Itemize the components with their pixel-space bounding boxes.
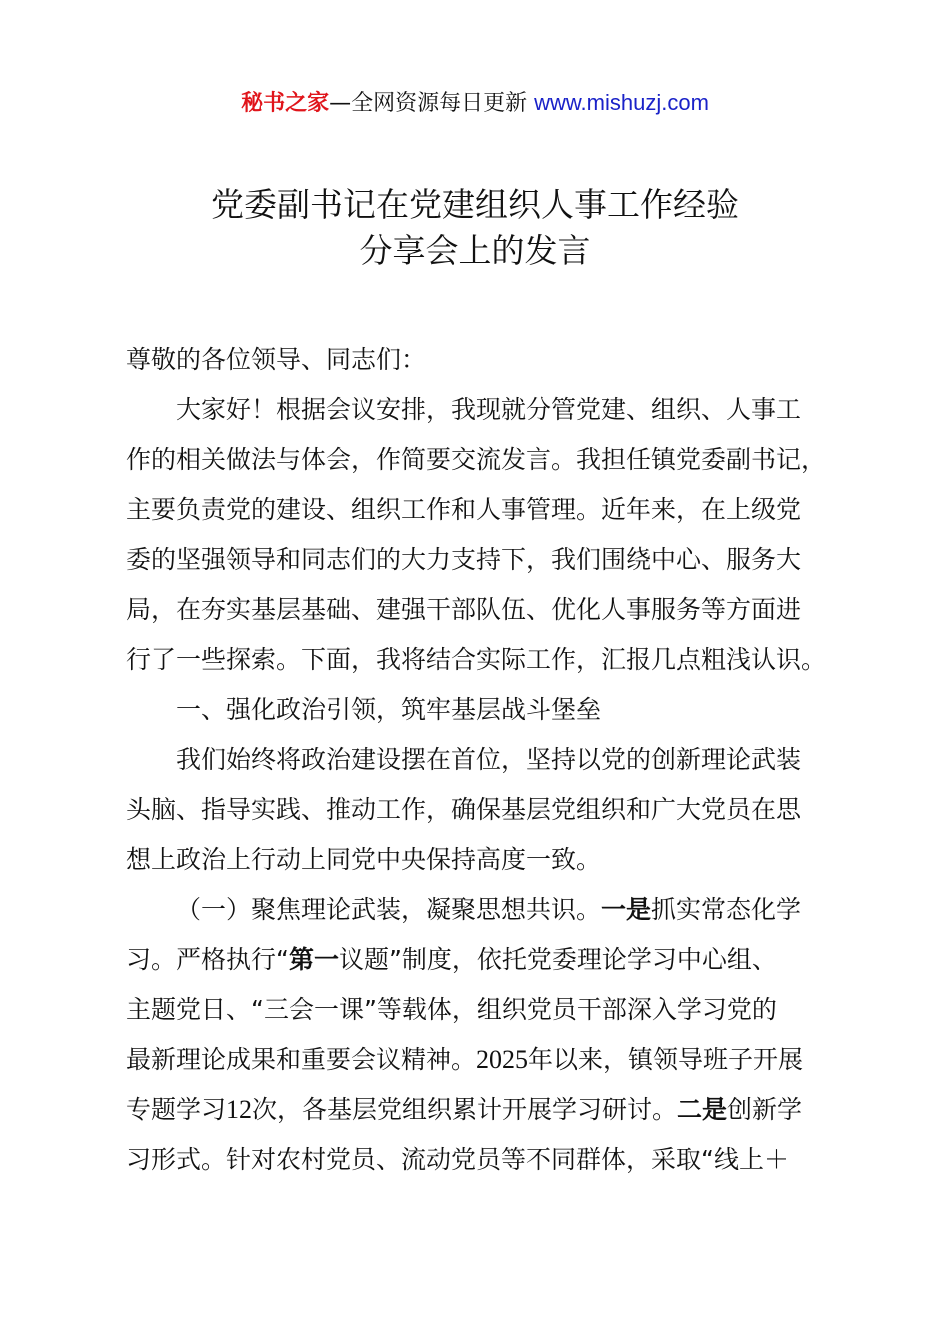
text-line — [126, 885, 836, 935]
bold-marker: 第一 — [288, 945, 339, 974]
text-line: 我们始终将政治建设摆在首位，坚持以党的创新理论武装 — [176, 745, 802, 774]
text-line: 头脑、指导实践、推动工作，确保基层党组织和广大党员在思 — [126, 795, 802, 824]
text-line: 局，在夯实基层基础、建强干部队伍、优化人事服务等方面进 — [126, 595, 802, 624]
text-line — [126, 935, 836, 985]
paragraph-political — [126, 735, 836, 885]
section-heading-1: 一、强化政治引领，筑牢基层战斗堡垒 — [176, 695, 602, 724]
site-brand: 秘书之家 — [241, 91, 330, 116]
title-line-1: 党委副书记在党建组织人事工作经验 — [211, 185, 739, 224]
text-span: 习。严格执行“ — [126, 945, 289, 974]
text-span: 次，各基层党组织累计开展学习研讨。 — [252, 1095, 678, 1124]
subheading-text: （一）聚焦理论武装，凝聚思想共识。 — [176, 895, 602, 924]
bold-marker: 一是 — [601, 895, 652, 924]
text-line: 想上政治上行动上同党中央保持高度一致。 — [126, 845, 602, 874]
text-line — [126, 1035, 836, 1085]
text-span: 专题学习 — [126, 1095, 227, 1124]
site-url-link[interactable]: www.mishuzj.com — [534, 90, 709, 115]
paragraph-theory — [126, 885, 836, 1185]
count-number: 12 — [226, 1095, 253, 1124]
title-line-2: 分享会上的发言 — [359, 231, 591, 270]
salutation: 尊敬的各位领导、同志们： — [126, 345, 427, 374]
bold-marker: 二是 — [677, 1095, 728, 1124]
text-span: 创新学 — [727, 1095, 803, 1124]
text-line: 作的相关做法与体会，作简要交流发言。我担任镇党委副书记， — [126, 445, 827, 474]
text-line: 大家好！根据会议安排，我现就分管党建、组织、人事工 — [176, 395, 802, 424]
text-line: 主要负责党的建设、组织工作和人事管理。近年来，在上级党 — [126, 495, 802, 524]
text-line: 主题党日、“三会一课”等载体，组织党员干部深入学习党的 — [126, 995, 777, 1024]
site-header — [0, 88, 950, 119]
text-line — [126, 1085, 836, 1135]
text-span: 最新理论成果和重要会议精神。 — [126, 1045, 477, 1074]
text-span: 议题”制度，依托党委理论学习中心组、 — [338, 945, 777, 974]
text-line: 习形式。针对农村党员、流动党员等不同群体，采取“线上＋ — [126, 1145, 789, 1174]
document-title — [0, 182, 950, 274]
text-span: 年以来，镇领导班子开展 — [528, 1045, 804, 1074]
text-span: 抓实常态化学 — [651, 895, 802, 924]
document-body — [126, 335, 836, 1185]
year-number: 2025 — [476, 1045, 529, 1074]
site-tagline: —全网资源每日更新 — [329, 91, 528, 116]
text-line: 行了一些探索。下面，我将结合实际工作，汇报几点粗浅认识。 — [126, 645, 827, 674]
paragraph-intro — [126, 385, 836, 685]
text-line: 委的坚强领导和同志们的大力支持下，我们围绕中心、服务大 — [126, 545, 802, 574]
